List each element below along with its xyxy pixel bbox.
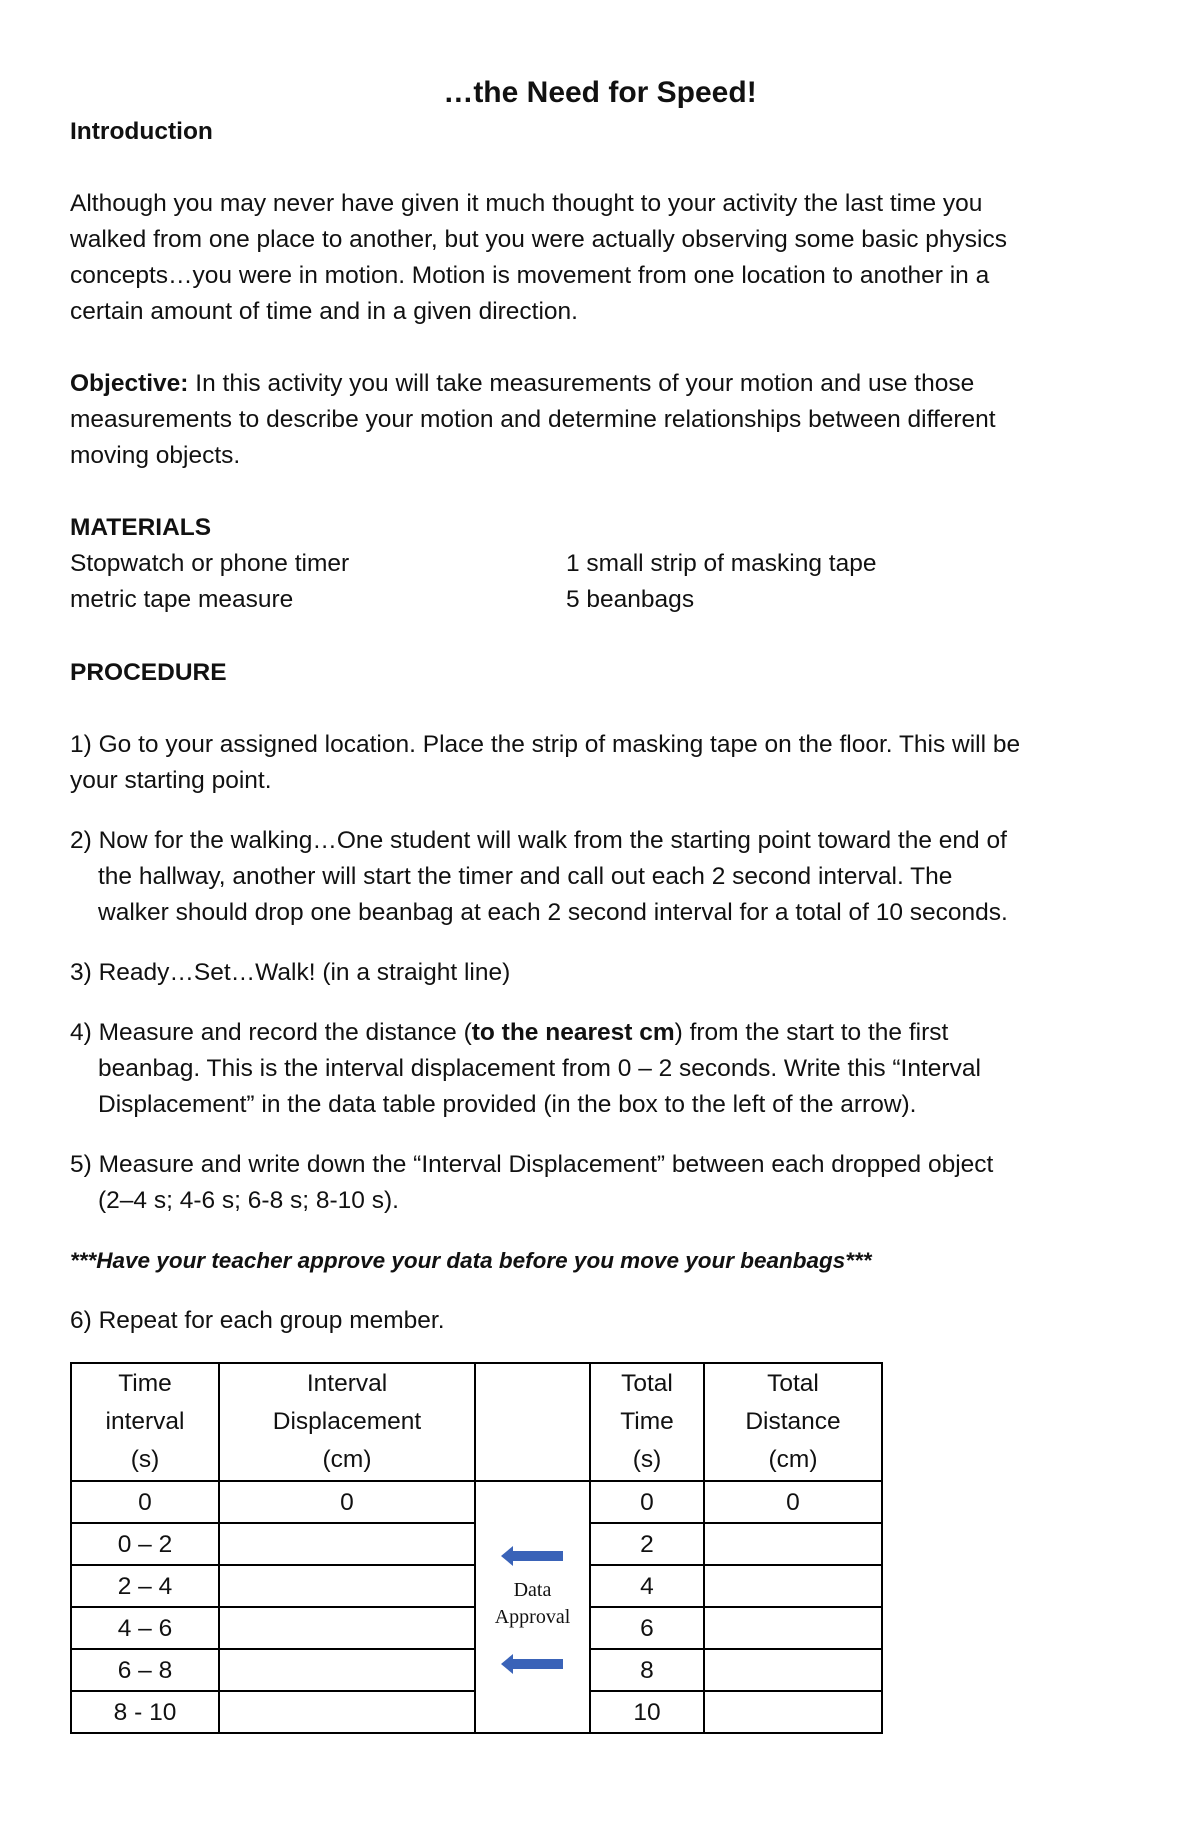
introduction-section [70, 114, 1140, 330]
intro-line: concepts…you were in motion. Motion is movement from one location to another in a [70, 262, 990, 289]
step-line: 1) Go to your assigned location. Place the strip of masking tape on the floor. This will be [70, 731, 1021, 758]
cell-interval: 0 [71, 1481, 219, 1523]
objective-first-line [70, 366, 1140, 402]
procedure-step-6 [70, 1303, 1140, 1339]
cell-total-time: 4 [590, 1565, 704, 1607]
introduction-heading: Introduction [70, 118, 213, 145]
objective-line: measurements to describe your motion and determine relationships between different [70, 406, 996, 433]
procedure-step-1 [70, 727, 1140, 799]
data-table [70, 1362, 883, 1734]
step4-text-b: ) from the start to the first [674, 1019, 949, 1046]
left-arrow-icon [501, 1545, 565, 1567]
objective-line: moving objects. [70, 442, 241, 469]
cell-total-distance[interactable]: 0 [704, 1481, 882, 1523]
objective-text: In this activity you will take measurements of your motion and use those [188, 370, 975, 397]
materials-left-list [70, 546, 349, 618]
cell-total-distance[interactable] [704, 1607, 882, 1649]
intro-line: Although you may never have given it much thought to your activity the last time you [70, 190, 983, 217]
step-line: beanbag. This is the interval displacement from 0 – 2 seconds. Write this “Interval [98, 1055, 981, 1082]
cell-total-distance[interactable] [704, 1691, 882, 1733]
cell-displacement[interactable] [219, 1649, 475, 1691]
step-line: 6) Repeat for each group member. [70, 1307, 445, 1334]
procedure-heading [70, 655, 1140, 691]
cell-interval: 4 – 6 [71, 1607, 219, 1649]
step-line: your starting point. [70, 767, 272, 794]
step-line [70, 1015, 1140, 1051]
materials-right-list [566, 546, 876, 618]
intro-line: certain amount of time and in a given direction. [70, 298, 578, 325]
objective-label: Objective: [70, 370, 189, 397]
cell-total-time: 6 [590, 1607, 704, 1649]
cell-interval: 0 – 2 [71, 1523, 219, 1565]
page-title: …the Need for Speed! [443, 76, 757, 109]
teacher-approval-note: ***Have your teacher approve your data before you move your beanbags*** [70, 1248, 872, 1273]
step-line: 5) Measure and write down the “Interval Displacement” between each dropped object [70, 1151, 994, 1178]
cell-total-time: 8 [590, 1649, 704, 1691]
header-interval-displacement: Interval Displacement (cm) [219, 1363, 475, 1481]
materials-heading [70, 510, 1140, 546]
step-line: 2) Now for the walking…One student will walk from the starting point toward the end of [70, 827, 1007, 854]
step-line: walker should drop one beanbag at each 2 second interval for a total of 10 seconds. [98, 899, 1008, 926]
procedure-step-3 [70, 955, 1140, 991]
cell-displacement[interactable]: 0 [219, 1481, 475, 1523]
materials-heading-text: MATERIALS [70, 514, 212, 541]
intro-line: walked from one place to another, but you were actually observing some basic physics [70, 226, 1007, 253]
procedure-step-2 [70, 823, 1140, 931]
header-total-time: Total Time (s) [590, 1363, 704, 1481]
step-line: Displacement” in the data table provided (in the box to the left of the arrow). [98, 1091, 917, 1118]
procedure-heading-text: PROCEDURE [70, 659, 227, 686]
cell-displacement[interactable] [219, 1607, 475, 1649]
cell-total-distance[interactable] [704, 1565, 882, 1607]
left-arrow-icon [501, 1653, 565, 1675]
header-time-interval: Time interval (s) [71, 1363, 219, 1481]
material-item: metric tape measure [70, 586, 294, 613]
cell-total-distance[interactable] [704, 1649, 882, 1691]
header-total-distance: Total Distance (cm) [704, 1363, 882, 1481]
cell-interval: 2 – 4 [71, 1565, 219, 1607]
cell-total-time: 0 [590, 1481, 704, 1523]
cell-interval: 6 – 8 [71, 1649, 219, 1691]
table-header-row [71, 1363, 882, 1481]
material-item: 5 beanbags [566, 586, 695, 613]
procedure-step-4 [70, 1015, 1140, 1123]
step4-text-a: 4) Measure and record the distance ( [70, 1019, 472, 1046]
step-line: the hallway, another will start the timer and call out each 2 second interval. The [98, 863, 953, 890]
table-row [71, 1481, 882, 1523]
cell-total-time: 10 [590, 1691, 704, 1733]
step4-bold-text: to the nearest cm [471, 1019, 675, 1046]
procedure-step-5 [70, 1147, 1140, 1219]
material-item: 1 small strip of masking tape [566, 550, 877, 577]
material-item: Stopwatch or phone timer [70, 550, 350, 577]
header-blank [475, 1363, 590, 1481]
step-line: 3) Ready…Set…Walk! (in a straight line) [70, 959, 511, 986]
cell-total-time: 2 [590, 1523, 704, 1565]
cell-displacement[interactable] [219, 1565, 475, 1607]
cell-displacement[interactable] [219, 1523, 475, 1565]
data-approval-label: Data Approval [494, 1579, 571, 1628]
step-line: (2–4 s; 4-6 s; 6-8 s; 8-10 s). [98, 1187, 399, 1214]
cell-total-distance[interactable] [704, 1523, 882, 1565]
data-approval-cell [475, 1481, 590, 1733]
cell-interval: 8 - 10 [71, 1691, 219, 1733]
cell-displacement[interactable] [219, 1691, 475, 1733]
objective-section [70, 366, 1140, 474]
